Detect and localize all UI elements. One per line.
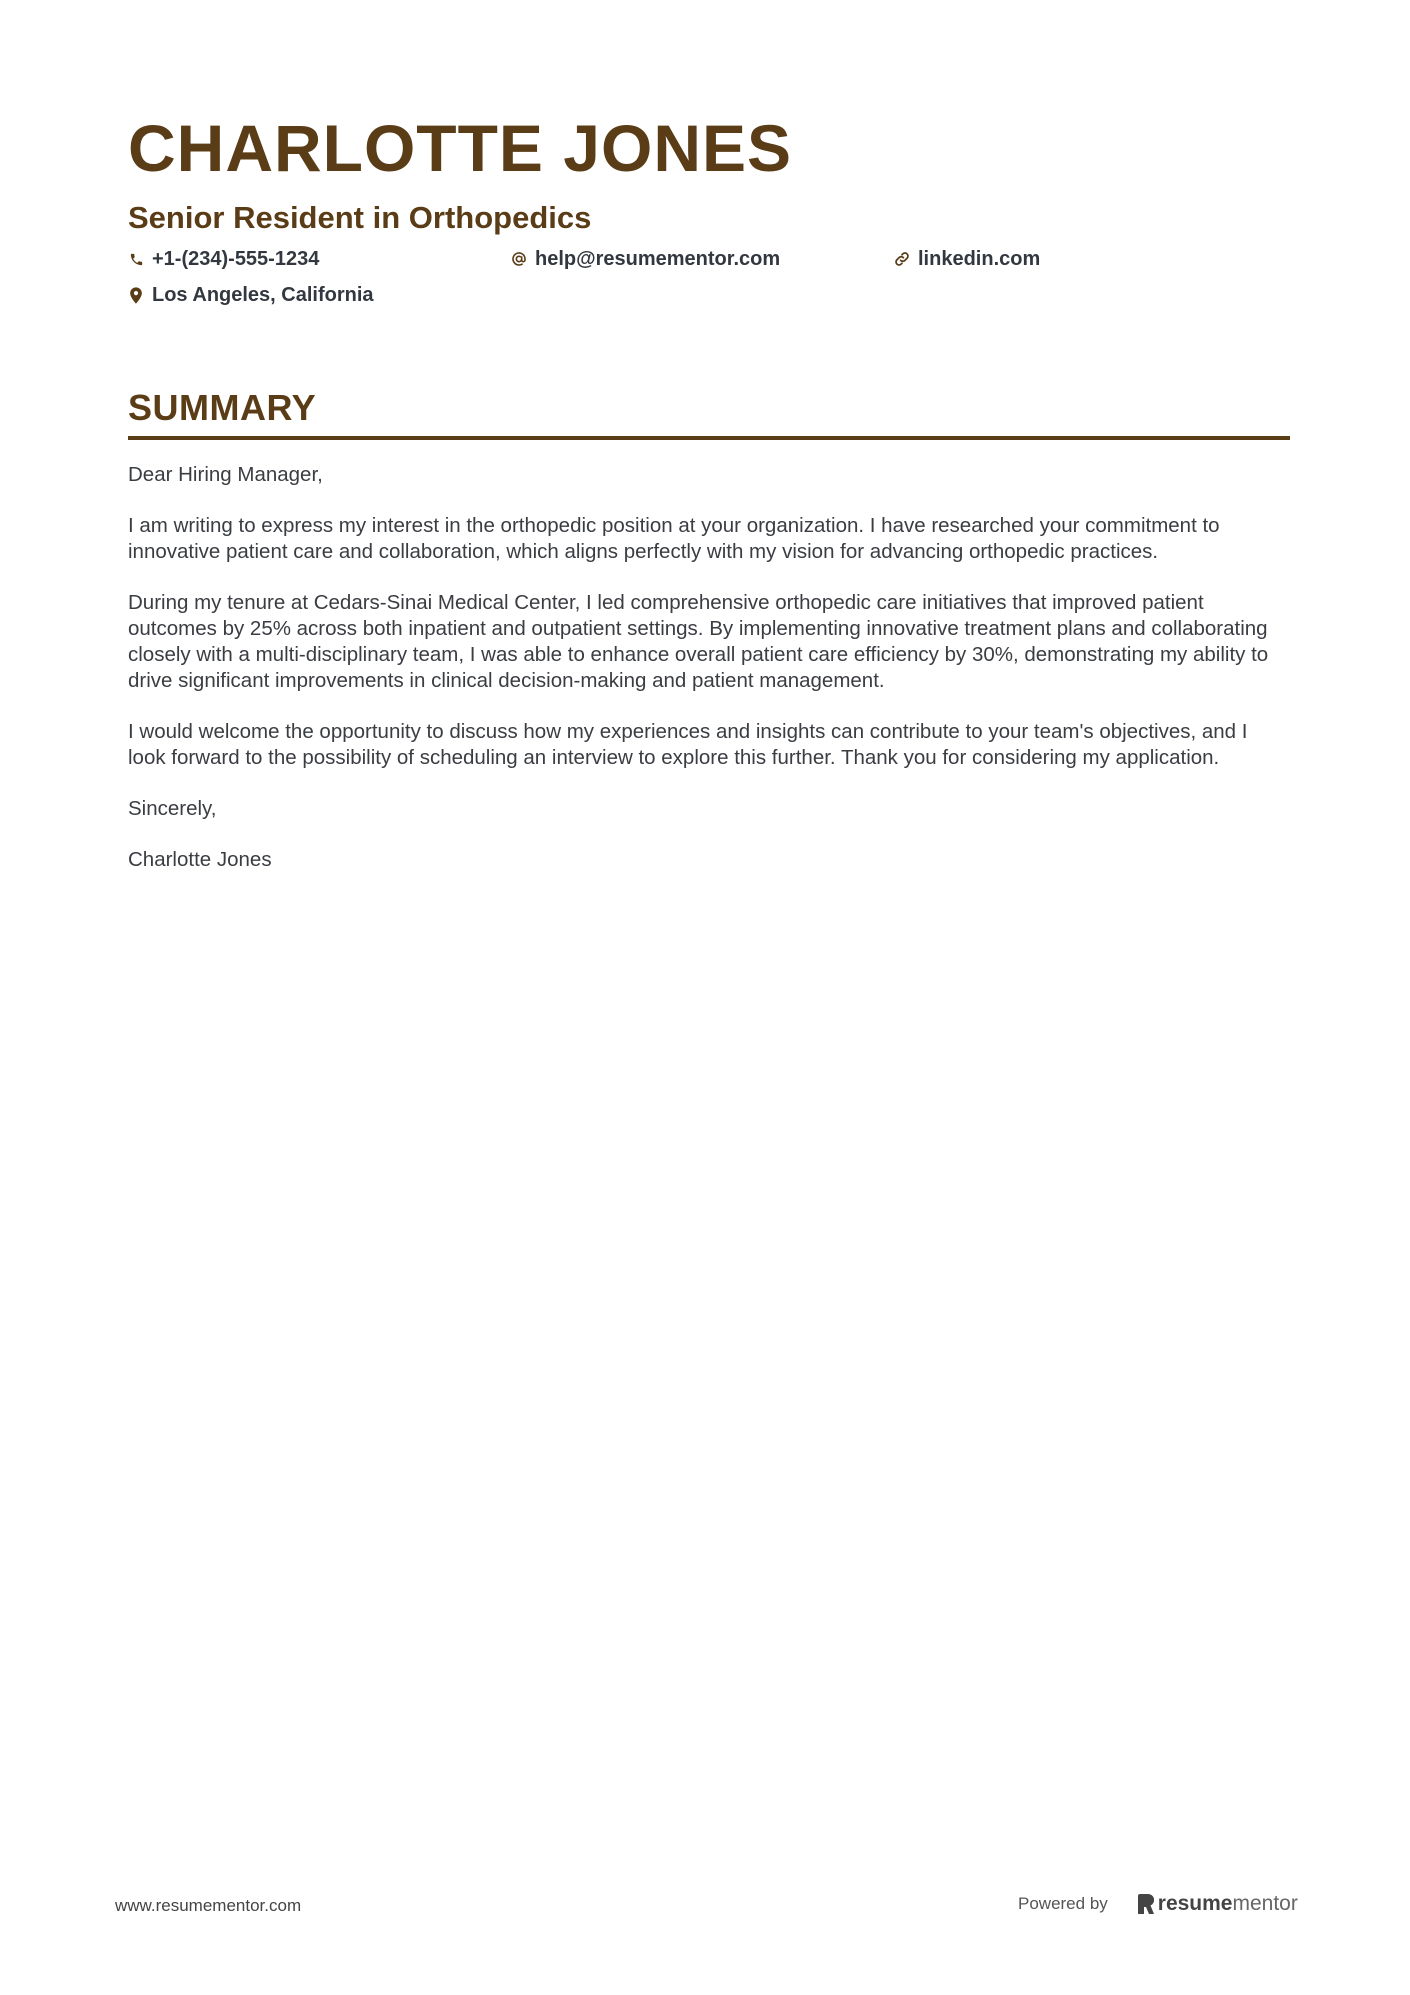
signature: Charlotte Jones: [128, 848, 272, 871]
contact-location: [128, 282, 374, 308]
section-divider: [128, 436, 1290, 440]
resume-header: [128, 108, 1288, 318]
candidate-name: CHARLOTTE JONES: [128, 111, 793, 185]
contact-phone[interactable]: [128, 246, 319, 272]
closing: Sincerely,: [128, 797, 217, 820]
powered-by-label: Powered by: [1018, 1894, 1108, 1913]
greeting: Dear Hiring Manager,: [128, 463, 323, 486]
paragraph: I would welcome the opportunity to discuss how my experiences and insights can contribute to your team's objectives, and I look forward to the possibility of scheduling an interview to explore this further. Thank you for considering my application.: [128, 720, 1248, 769]
section-heading: SUMMARY: [128, 387, 317, 428]
brand-logo-link[interactable]: [1138, 1892, 1298, 1916]
at-icon: [511, 251, 527, 267]
brand-name-bold: resume: [1157, 1892, 1233, 1915]
contact-linkedin[interactable]: [894, 246, 1040, 272]
linkedin-text: linkedin.com: [918, 247, 1041, 270]
contact-info: [128, 246, 1288, 318]
summary-section: [128, 386, 1290, 898]
job-title: Senior Resident in Orthopedics: [128, 200, 592, 235]
footer-website-link[interactable]: www.resumementor.com: [115, 1896, 302, 1915]
contact-email[interactable]: [511, 246, 780, 272]
resumementor-logo-icon: [1138, 1894, 1154, 1914]
map-pin-icon: [128, 287, 144, 303]
footer-branding: [1018, 1890, 1298, 1918]
paragraph: I am writing to express my interest in the orthopedic position at your organization. I have researched your commitment to innovative patient care and collaboration, which aligns perfectly with my vision for advancing orthopedic practices.: [128, 514, 1220, 563]
location-text: Los Angeles, California: [152, 283, 374, 306]
cover-letter-body: [128, 462, 1290, 873]
email-text: help@resumementor.com: [535, 247, 781, 270]
brand-name-light: mentor: [1232, 1892, 1298, 1915]
phone-icon: [128, 251, 144, 267]
phone-text: +1-(234)-555-1234: [152, 247, 320, 270]
link-icon: [894, 251, 910, 267]
paragraph: During my tenure at Cedars-Sinai Medical Center, I led comprehensive orthopedic care initiatives that improved patient outcomes by 25% across both inpatient and outpatient settings. By implementing innovative treatment plans and collaborating closely with a multi-disciplinary team, I was able to enhance overall patient care efficiency by 30%, demonstrating my ability to drive significant improvements in clinical decision-making and patient management.: [128, 591, 1269, 692]
